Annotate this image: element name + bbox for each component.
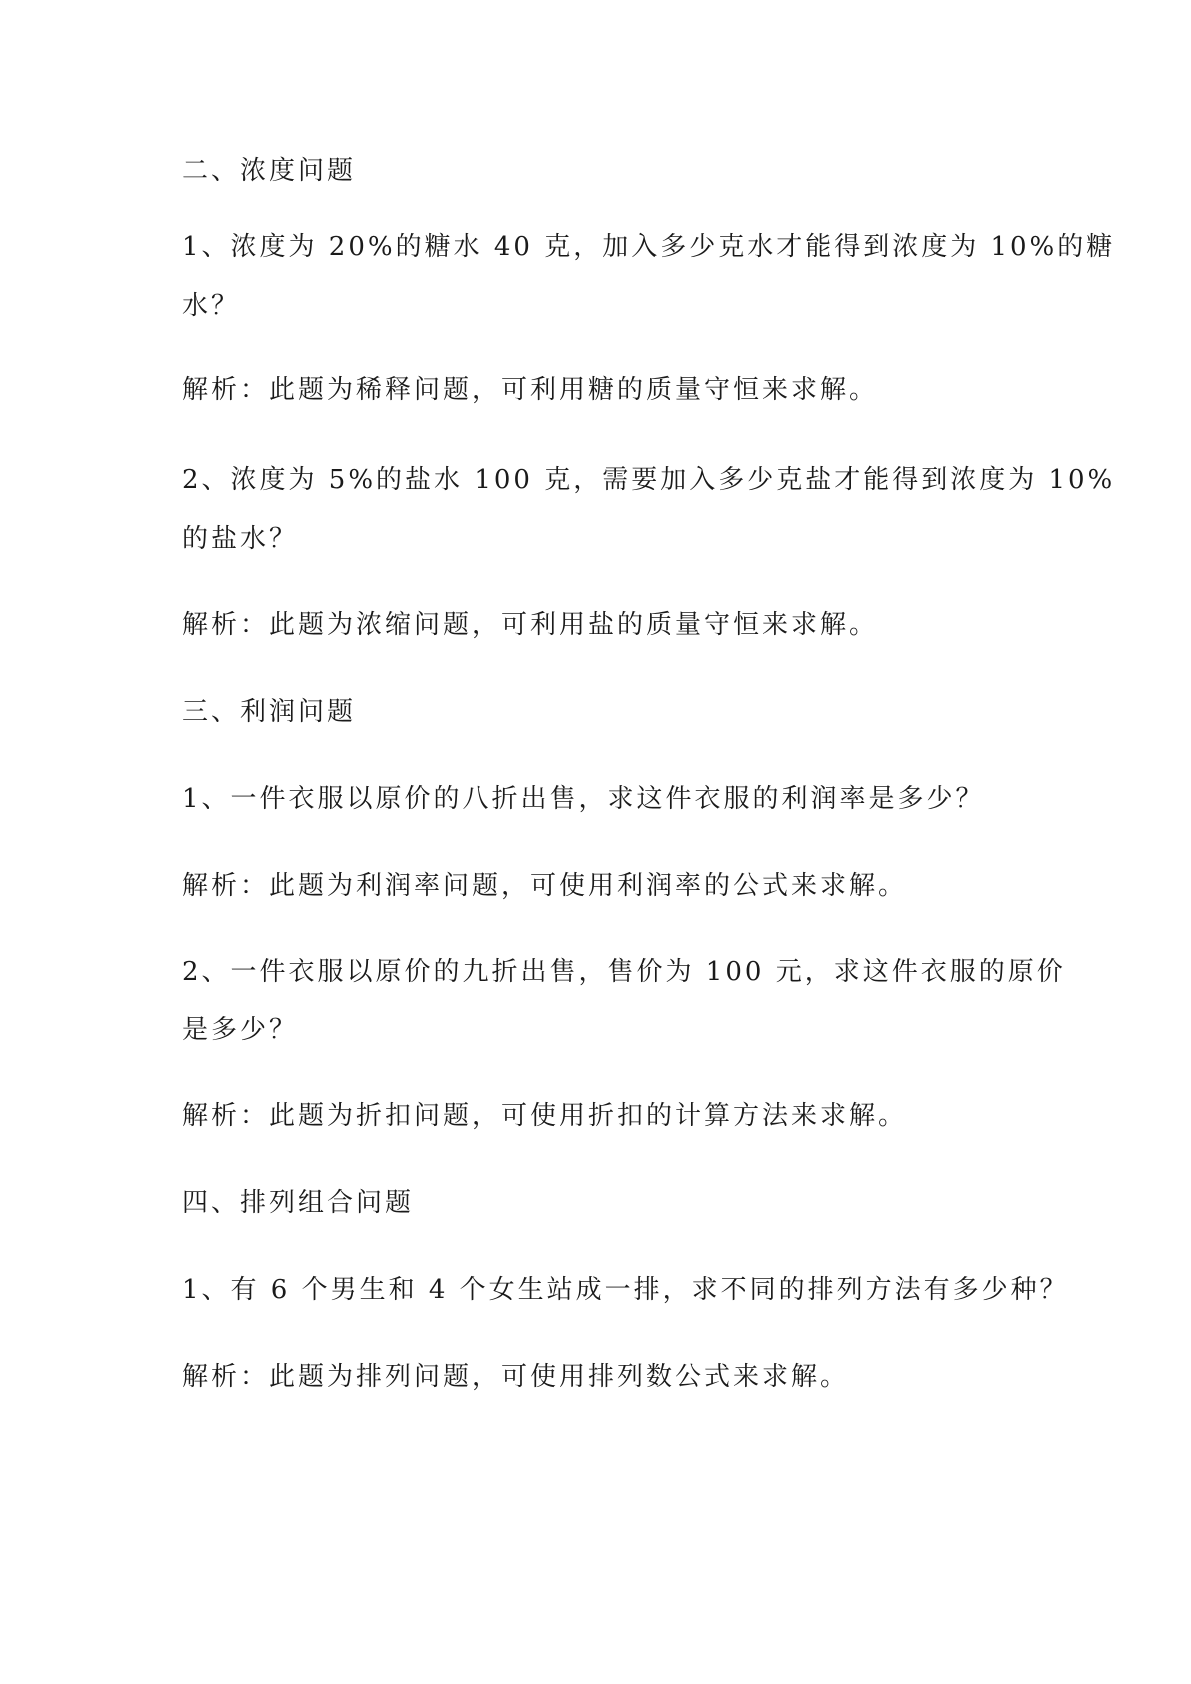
analysis-2: 解析：此题为浓缩问题，可利用盐的质量守恒来求解。 [182, 610, 879, 640]
section-heading-permutation: 四、排列组合问题 [182, 1188, 415, 1218]
analysis-3: 解析：此题为利润率问题，可使用利润率的公式来求解。 [182, 871, 908, 901]
question-3: 1、一件衣服以原价的八折出售，求这件衣服的利润率是多少？ [182, 784, 985, 814]
question-2-line-1: 2、浓度为 5%的盐水 100 克，需要加入多少克盐才能得到浓度为 10% [182, 465, 1116, 495]
analysis-5: 解析：此题为排列问题，可使用排列数公式来求解。 [182, 1362, 850, 1392]
question-2-line-2: 的盐水？ [182, 524, 299, 554]
question-1-line-2: 水？ [182, 291, 241, 321]
analysis-4: 解析：此题为折扣问题，可使用折扣的计算方法来求解。 [182, 1101, 908, 1131]
section-heading-concentration: 二、浓度问题 [182, 156, 357, 186]
section-heading-profit: 三、利润问题 [182, 697, 357, 727]
question-4-line-2: 是多少？ [182, 1015, 299, 1045]
question-4-line-1: 2、一件衣服以原价的九折出售，售价为 100 元，求这件衣服的原价 [182, 957, 1066, 987]
question-1-line-1: 1、浓度为 20%的糖水 40 克，加入多少克水才能得到浓度为 10%的糖 [182, 232, 1116, 262]
analysis-1: 解析：此题为稀释问题，可利用糖的质量守恒来求解。 [182, 375, 879, 405]
question-5: 1、有 6 个男生和 4 个女生站成一排，求不同的排列方法有多少种？ [182, 1275, 1069, 1305]
